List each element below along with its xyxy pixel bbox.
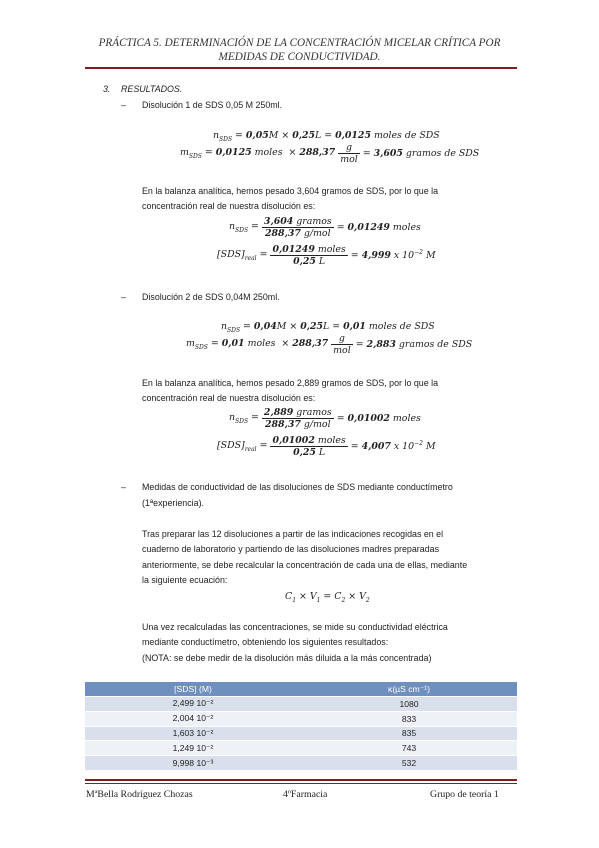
dis1-eq4: $[SDS]_{real}$ = $\frac{\text{0,01249 moles}}{0,25 L}$ = 4,999 x $10^{-2}$ M: [217, 244, 436, 267]
dilution-equation: $C_1 \times V_1 = C_2 \times V_2$: [285, 591, 370, 604]
footer-author: MªBella Rodríguez Chozas: [86, 789, 193, 800]
dis1-eq3: $n_{SDS}$ = $\frac{\text{3,604 gramos}}{\text{288,37 g/mol}}$ = 0,01249 moles: [229, 216, 421, 239]
section-number: 3.: [103, 84, 111, 94]
cell-conductivity: 1080: [301, 697, 517, 712]
cell-conductivity: 743: [301, 741, 517, 756]
table-header-row: [85, 682, 517, 697]
medidas-p3: anteriormente, se debe recalcular la concentración de cada una de ellas, mediante: [142, 560, 468, 570]
table-row: [85, 756, 517, 770]
footer-group: Grupo de teoría 1: [430, 789, 499, 800]
dis1-para-1: En la balanza analítica, hemos pesado 3,604 gramos de SDS, por lo que la: [142, 186, 439, 196]
table-row: [85, 697, 517, 712]
table-row: [85, 711, 517, 726]
dis2-para-1: En la balanza analítica, hemos pesado 2,889 gramos de SDS, por lo que la: [142, 378, 439, 388]
header-conductivity: κ(µS cm⁻¹): [301, 682, 517, 697]
dis2-eq4: $[SDS]_{real}$ = $\frac{\text{0,01002 moles}}{0,25 L}$ = 4,007 x $10^{-2}$ M: [217, 435, 436, 458]
header-line-2: MEDIDAS DE CONDUCTIVIDAD.: [218, 51, 381, 63]
medidas-line-1: Medidas de conductividad de las disoluciones de SDS mediante conductímetro: [142, 482, 453, 492]
cell-concentration: 1,603 10⁻²: [85, 726, 301, 741]
dis2-para-2: concentración real de nuestra disolución es:: [142, 393, 316, 403]
medidas-q1: Una vez recalculadas las concentraciones, se mide su conductividad eléctrica: [142, 622, 448, 632]
medidas-p4: la siguiente ecuación:: [142, 575, 228, 585]
dis1-para-2: concentración real de nuestra disolución es:: [142, 201, 316, 211]
medidas-line-2: (1ªexperiencia).: [142, 498, 204, 508]
cell-concentration: 9,998 10⁻³: [85, 756, 301, 770]
medidas-q3: (NOTA: se debe medir de la disolución más diluida a la más concentrada): [142, 653, 432, 663]
dis2-eq1: $n_{SDS} = 0,04M \times 0,25L = 0,01$ moles de SDS: [221, 321, 435, 334]
dis2-title: Disolución 2 de SDS 0,04M 250ml.: [142, 292, 280, 302]
cell-conductivity: 532: [301, 756, 517, 770]
table-row: [85, 741, 517, 756]
footer-rule: [85, 779, 517, 781]
bullet-dis1: –: [121, 100, 126, 110]
dis2-eq2: $m_{SDS} = 0,01$ moles × 288,37 $\frac{g}{\text{mol}}$ = 2,883 gramos de SDS: [186, 333, 473, 356]
table-row: [85, 726, 517, 741]
cell-conductivity: 835: [301, 726, 517, 741]
bullet-medidas: –: [121, 482, 126, 492]
results-table: [85, 682, 517, 770]
dis1-title: Disolución 1 de SDS 0,05 M 250ml.: [142, 100, 283, 110]
medidas-q2: mediante conductímetro, obteniendo los siguientes resultados:: [142, 637, 389, 647]
header-concentration: [SDS] (M): [85, 682, 301, 697]
footer-rule-thin: [85, 783, 517, 784]
dis2-eq3: $n_{SDS}$ = $\frac{\text{2,889 gramos}}{\text{288,37 g/mol}}$ = 0,01002 moles: [229, 407, 421, 430]
medidas-p1: Tras preparar las 12 disoluciones a partir de las indicaciones recogidas en el: [142, 529, 444, 539]
dis1-eq1: $n_{SDS} = 0,05M \times 0,25L = 0,0125$ moles de SDS: [213, 130, 440, 143]
dis1-eq2: $m_{SDS} = 0,0125$ moles × 288,37 $\frac{g}{\text{mol}}$ = 3,605 gramos de SDS: [180, 142, 480, 165]
cell-concentration: 1,249 10⁻²: [85, 741, 301, 756]
section-title: RESULTADOS.: [121, 84, 183, 94]
header-line-1: PRÁCTICA 5. DETERMINACIÓN DE LA CONCENTRACIÓN MICELAR CRÍTICA POR: [98, 37, 501, 49]
cell-conductivity: 833: [301, 711, 517, 726]
medidas-p2: cuaderno de laboratorio y partiendo de las disoluciones madres preparadas: [142, 544, 440, 554]
header-rule: [85, 67, 517, 69]
footer-course: 4ºFarmacia: [283, 789, 328, 800]
cell-concentration: 2,499 10⁻²: [85, 697, 301, 712]
cell-concentration: 2,004 10⁻²: [85, 711, 301, 726]
bullet-dis2: –: [121, 292, 126, 302]
